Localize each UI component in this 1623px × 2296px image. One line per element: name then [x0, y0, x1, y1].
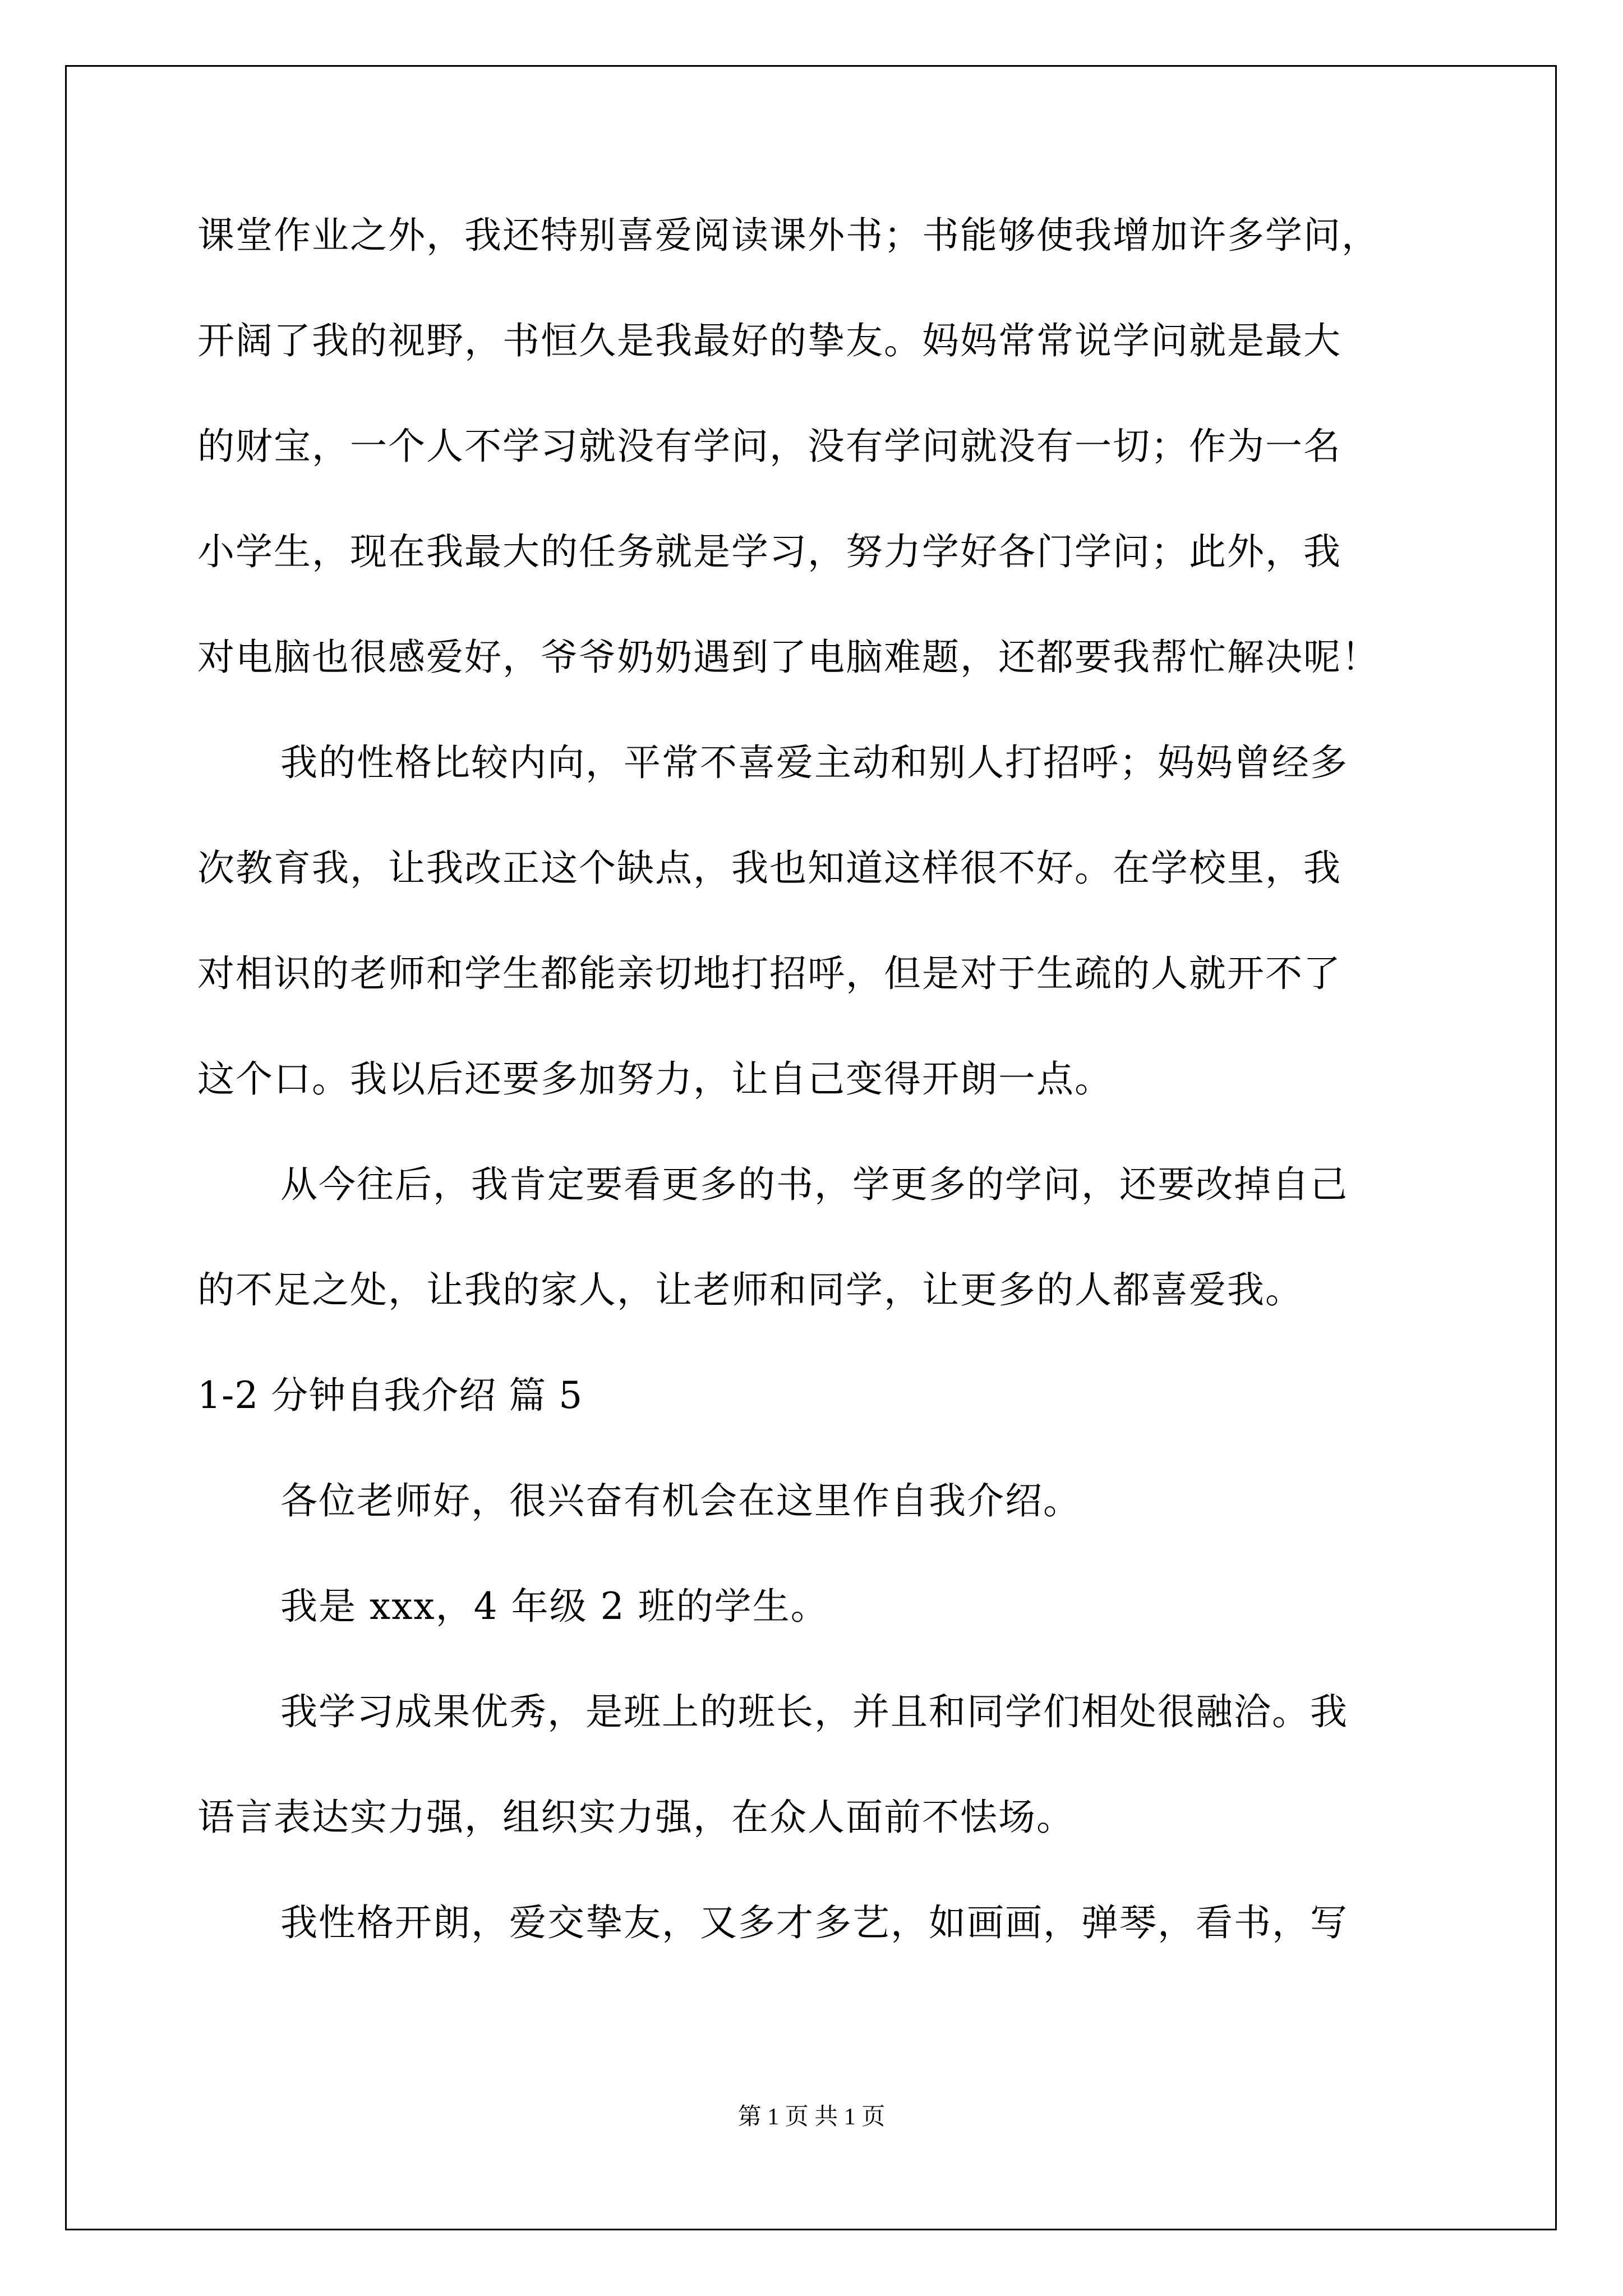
paragraph-start-line: 各位老师好，很兴奋有机会在这里作自我介绍。 — [280, 1479, 1081, 1522]
section-heading: 1-2 分钟自我介绍 篇 5 — [197, 1374, 583, 1417]
body-text-line: 课堂作业之外，我还特别喜爱阅读课外书；书能够使我增加许多学问， — [197, 214, 1380, 257]
body-text-line: 开阔了我的视野，书恒久是我最好的挚友。妈妈常常说学问就是最大 — [197, 319, 1341, 362]
paragraph-start-line: 我的性格比较内向，平常不喜爱主动和别人打招呼；妈妈曾经多 — [280, 741, 1348, 784]
body-text-line: 语言表达实力强，组织实力强，在众人面前不怯场。 — [197, 1796, 1075, 1839]
body-text-line: 次教育我，让我改正这个缺点，我也知道这样很不好。在学校里，我 — [197, 846, 1341, 890]
paragraph-start-line: 我性格开朗，爱交挚友，又多才多艺，如画画，弹琴，看书，写 — [280, 1901, 1348, 1944]
page-footer: 第 1 页 共 1 页 — [737, 2104, 886, 2130]
paragraph-start-line: 我是 xxx，4 年级 2 班的学生。 — [280, 1585, 829, 1628]
body-text-line: 的不足之处，让我的家人，让老师和同学，让更多的人都喜爱我。 — [197, 1268, 1303, 1312]
body-text-line: 小学生，现在我最大的任务就是学习，努力学好各门学问；此外，我 — [197, 530, 1341, 573]
body-text-line: 的财宝，一个人不学习就没有学问，没有学问就没有一切；作为一名 — [197, 425, 1341, 468]
paragraph-start-line: 我学习成果优秀，是班上的班长，并且和同学们相处很融洽。我 — [280, 1690, 1348, 1733]
paragraph-start-line: 从今往后，我肯定要看更多的书，学更多的学问，还要改掉自己 — [280, 1163, 1348, 1206]
body-text-line: 对电脑也很感爱好，爷爷奶奶遇到了电脑难题，还都要我帮忙解决呢！ — [197, 636, 1380, 679]
body-text-line: 对相识的老师和学生都能亲切地打招呼，但是对于生疏的人就开不了 — [197, 952, 1341, 995]
body-text-line: 这个口。我以后还要多加努力，让自己变得开朗一点。 — [197, 1057, 1113, 1101]
